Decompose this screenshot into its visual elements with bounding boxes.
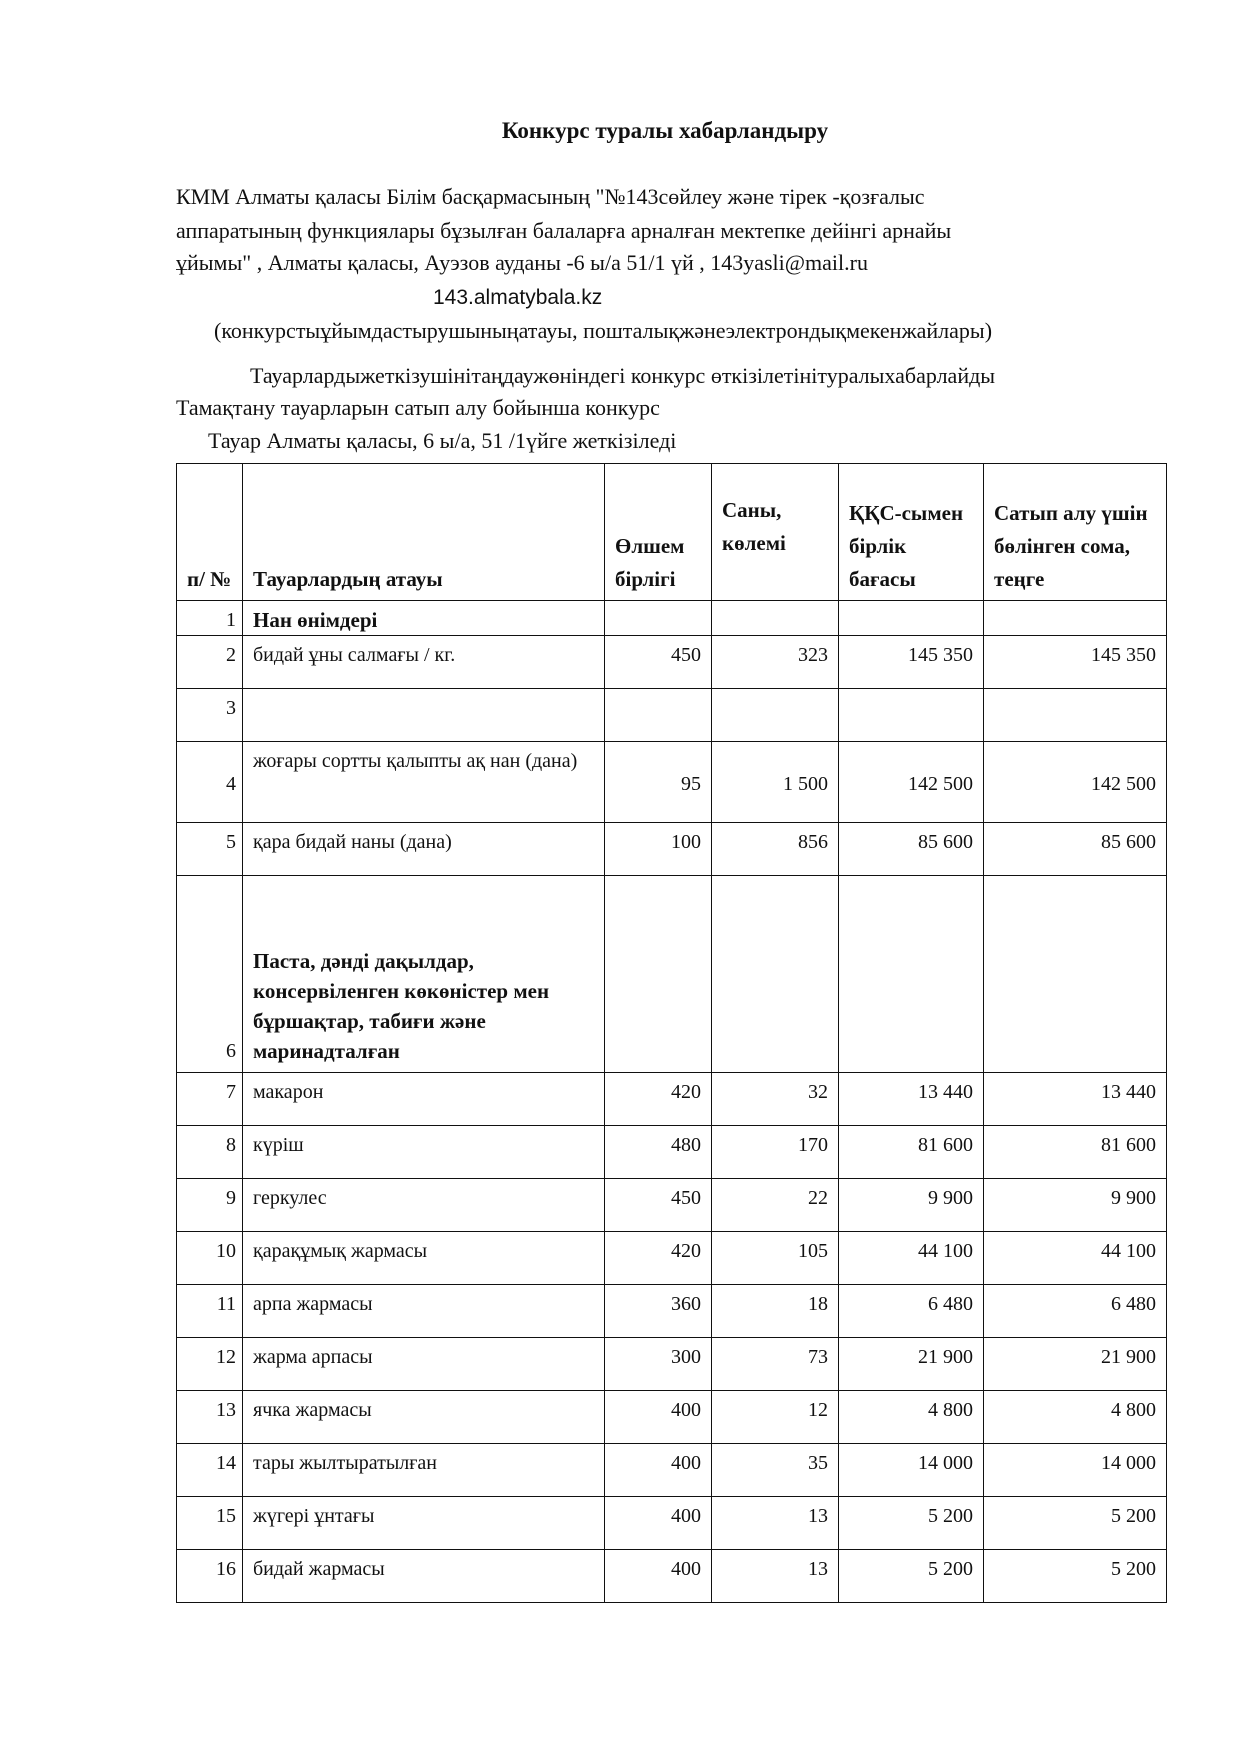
row-price: 81 600 bbox=[839, 1126, 984, 1179]
row-quantity: 13 bbox=[712, 1550, 839, 1603]
row-name: күріш bbox=[243, 1126, 605, 1179]
notice-line-3: Тауар Алматы қаласы, 6 ы/а, 51 /1үйге жеткізіледі bbox=[208, 428, 677, 453]
header-sum: Сатып алу үшін бөлінген сома, теңге bbox=[984, 464, 1167, 601]
row-unit bbox=[605, 601, 712, 636]
row-quantity: 856 bbox=[712, 823, 839, 876]
row-sum: 13 440 bbox=[984, 1073, 1167, 1126]
row-name: Нан өнімдері bbox=[243, 601, 605, 636]
row-quantity: 73 bbox=[712, 1338, 839, 1391]
organizer-line-2: аппаратының функциялары бұзылған балаларға арналған мектепке дейінгі арнайы bbox=[176, 218, 952, 243]
row-quantity: 323 bbox=[712, 636, 839, 689]
row-sum bbox=[984, 601, 1167, 636]
row-sum bbox=[984, 876, 1167, 1073]
table-row bbox=[177, 823, 1167, 876]
row-quantity: 105 bbox=[712, 1232, 839, 1285]
row-name: тары жылтыратылған bbox=[243, 1444, 605, 1497]
row-name: макарон bbox=[243, 1073, 605, 1126]
row-sum: 81 600 bbox=[984, 1126, 1167, 1179]
row-price: 142 500 bbox=[839, 742, 984, 823]
row-price: 9 900 bbox=[839, 1179, 984, 1232]
row-unit: 300 bbox=[605, 1338, 712, 1391]
row-name: геркулес bbox=[243, 1179, 605, 1232]
header-price: ҚҚС-сымен бірлік бағасы bbox=[839, 464, 984, 601]
row-sum: 14 000 bbox=[984, 1444, 1167, 1497]
row-sum: 5 200 bbox=[984, 1497, 1167, 1550]
row-number: 6 bbox=[177, 876, 243, 1073]
row-sum: 142 500 bbox=[984, 742, 1167, 823]
row-name: Паста, дәнді дақылдар, консервіленген көкөністер мен бұршақтар, табиғи және маринадталған bbox=[243, 876, 605, 1073]
row-unit: 95 bbox=[605, 742, 712, 823]
row-sum: 85 600 bbox=[984, 823, 1167, 876]
header-name: Тауарлардың атауы bbox=[243, 464, 605, 601]
row-unit bbox=[605, 689, 712, 742]
row-unit: 420 bbox=[605, 1073, 712, 1126]
table-row bbox=[177, 876, 1167, 1073]
row-unit: 100 bbox=[605, 823, 712, 876]
row-quantity: 22 bbox=[712, 1179, 839, 1232]
row-quantity: 18 bbox=[712, 1285, 839, 1338]
row-price: 5 200 bbox=[839, 1497, 984, 1550]
row-quantity: 170 bbox=[712, 1126, 839, 1179]
row-number: 16 bbox=[177, 1550, 243, 1603]
page-title: Конкурс туралы хабарландыру bbox=[501, 118, 829, 143]
row-number: 2 bbox=[177, 636, 243, 689]
row-number: 10 bbox=[177, 1232, 243, 1285]
table-header-row bbox=[177, 464, 1167, 601]
row-price: 13 440 bbox=[839, 1073, 984, 1126]
header-number: п/ № bbox=[177, 464, 243, 601]
row-unit: 420 bbox=[605, 1232, 712, 1285]
row-name: арпа жармасы bbox=[243, 1285, 605, 1338]
row-number: 5 bbox=[177, 823, 243, 876]
row-price: 4 800 bbox=[839, 1391, 984, 1444]
row-sum: 5 200 bbox=[984, 1550, 1167, 1603]
row-sum: 9 900 bbox=[984, 1179, 1167, 1232]
table-row bbox=[177, 1179, 1167, 1232]
row-number: 12 bbox=[177, 1338, 243, 1391]
table-row bbox=[177, 1550, 1167, 1603]
row-quantity: 32 bbox=[712, 1073, 839, 1126]
table-row bbox=[177, 1126, 1167, 1179]
table-row bbox=[177, 1444, 1167, 1497]
row-price: 21 900 bbox=[839, 1338, 984, 1391]
row-name: қарақұмық жармасы bbox=[243, 1232, 605, 1285]
row-sum: 21 900 bbox=[984, 1338, 1167, 1391]
row-unit: 400 bbox=[605, 1497, 712, 1550]
row-price bbox=[839, 601, 984, 636]
header-unit: Өлшем бірлігі bbox=[605, 464, 712, 601]
row-name: бидай ұны салмағы / кг. bbox=[243, 636, 605, 689]
notice-line-2: Тамақтану тауарларын сатып алу бойынша конкурс bbox=[176, 395, 660, 420]
row-quantity: 1 500 bbox=[712, 742, 839, 823]
row-quantity: 35 bbox=[712, 1444, 839, 1497]
row-unit: 450 bbox=[605, 636, 712, 689]
row-quantity bbox=[712, 601, 839, 636]
goods-table bbox=[176, 463, 1167, 1603]
row-number: 7 bbox=[177, 1073, 243, 1126]
row-price: 145 350 bbox=[839, 636, 984, 689]
organizer-line-1: КММ Алматы қаласы Білім басқармасының "№143сөйлеу және тірек -қозғалыс bbox=[176, 184, 925, 209]
row-price: 5 200 bbox=[839, 1550, 984, 1603]
table-row bbox=[177, 1338, 1167, 1391]
row-unit bbox=[605, 876, 712, 1073]
row-number: 11 bbox=[177, 1285, 243, 1338]
row-sum bbox=[984, 689, 1167, 742]
row-number: 14 bbox=[177, 1444, 243, 1497]
table-row bbox=[177, 742, 1167, 823]
table-row bbox=[177, 1391, 1167, 1444]
notice-line-1: Тауарлардыжеткізушінітаңдаужөніндегі конкурс өткізілетінітуралыхабарлайды bbox=[250, 363, 996, 388]
row-unit: 400 bbox=[605, 1444, 712, 1497]
row-price: 6 480 bbox=[839, 1285, 984, 1338]
row-name: қара бидай наны (дана) bbox=[243, 823, 605, 876]
row-price bbox=[839, 876, 984, 1073]
row-price bbox=[839, 689, 984, 742]
row-unit: 450 bbox=[605, 1179, 712, 1232]
table-row bbox=[177, 1285, 1167, 1338]
table-row bbox=[177, 1497, 1167, 1550]
row-sum: 6 480 bbox=[984, 1285, 1167, 1338]
row-unit: 480 bbox=[605, 1126, 712, 1179]
organizer-caption: (конкурстыұйымдастырушыныңатауы, пошталықжәнеэлектрондықмекенжайлары) bbox=[214, 318, 993, 343]
row-price: 44 100 bbox=[839, 1232, 984, 1285]
row-number: 3 bbox=[177, 689, 243, 742]
organizer-website: 143.almatybala.kz bbox=[433, 286, 603, 309]
row-name: жоғары сортты қалыпты ақ нан (дана) bbox=[243, 742, 605, 823]
row-quantity bbox=[712, 876, 839, 1073]
organizer-line-3: ұйымы" , Алматы қаласы, Ауэзов ауданы -6 ы/а 51/1 үй , 143yasli@mail.ru bbox=[176, 250, 868, 275]
row-unit: 360 bbox=[605, 1285, 712, 1338]
row-sum: 44 100 bbox=[984, 1232, 1167, 1285]
table-row bbox=[177, 1073, 1167, 1126]
row-name: бидай жармасы bbox=[243, 1550, 605, 1603]
row-name: ячка жармасы bbox=[243, 1391, 605, 1444]
row-quantity: 12 bbox=[712, 1391, 839, 1444]
table-row bbox=[177, 1232, 1167, 1285]
table-row bbox=[177, 601, 1167, 636]
row-number: 8 bbox=[177, 1126, 243, 1179]
row-name bbox=[243, 689, 605, 742]
row-number: 4 bbox=[177, 742, 243, 823]
table-row bbox=[177, 689, 1167, 742]
row-number: 13 bbox=[177, 1391, 243, 1444]
row-name: жүгері ұнтағы bbox=[243, 1497, 605, 1550]
header-quantity: Саны, көлемі bbox=[712, 464, 839, 601]
row-number: 15 bbox=[177, 1497, 243, 1550]
row-quantity bbox=[712, 689, 839, 742]
row-unit: 400 bbox=[605, 1391, 712, 1444]
table-row bbox=[177, 636, 1167, 689]
row-unit: 400 bbox=[605, 1550, 712, 1603]
row-sum: 4 800 bbox=[984, 1391, 1167, 1444]
row-quantity: 13 bbox=[712, 1497, 839, 1550]
row-price: 14 000 bbox=[839, 1444, 984, 1497]
row-name: жарма арпасы bbox=[243, 1338, 605, 1391]
row-number: 1 bbox=[177, 601, 243, 636]
row-number: 9 bbox=[177, 1179, 243, 1232]
row-sum: 145 350 bbox=[984, 636, 1167, 689]
row-price: 85 600 bbox=[839, 823, 984, 876]
